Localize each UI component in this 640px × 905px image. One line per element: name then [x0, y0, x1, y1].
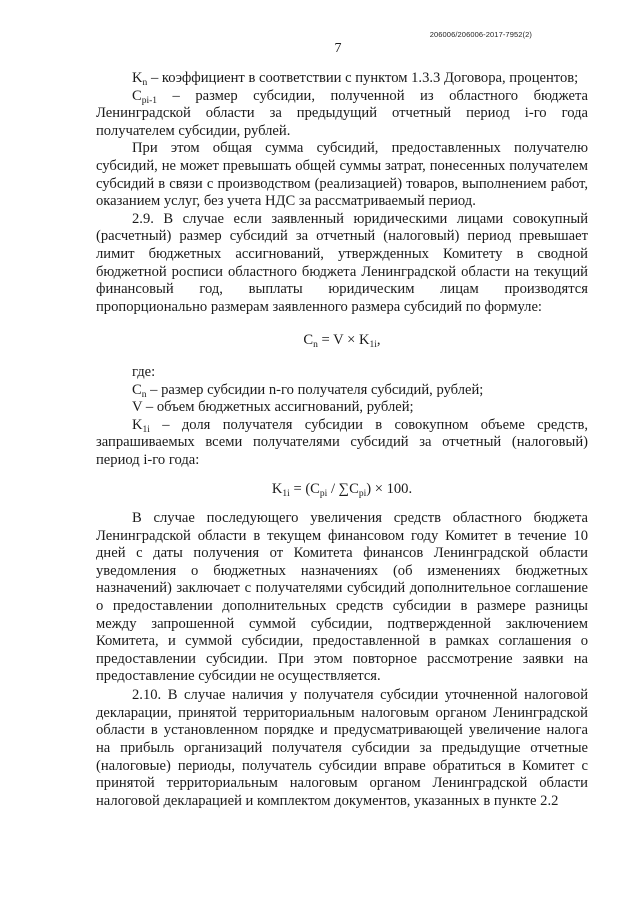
- definition-cn: $C_n$ – размер субсидии n-го получателя субсидий, рублей;: [132, 381, 484, 400]
- paragraph-2-10: 2.10. В случае наличия у получателя субсидии уточненной налоговой декларации, принятой территориальным налоговым органом Ленинградской области в установленном порядке и предусматривающей увеличение налога на прибыль организаций получателя субсидии за предыдущие отчетные (налоговые) периоды, получатель субсидии вправе обратиться в Комитет с принятой территориальным налоговым органом Ленинградской области налоговой декларацией и комплектом документов, указанных в пункте 2.2: [96, 687, 588, 809]
- cpi-symbol: $C_{pi-1}$: [132, 87, 158, 106]
- document-body: [96, 70, 588, 810]
- paragraph-total-subsidies: При этом общая сумма субсидий, предоставленных получателю субсидий, не может превышать общей суммы затрат, понесенных получателем субсидий в связи с производством (реализацией) товаров, выполнением работ, оказанием услуг, без учета НДС за рассматриваемый период.: [96, 140, 588, 210]
- definition-v: V – объем бюджетных ассигнований, рублей;: [132, 399, 414, 416]
- paragraph-budget-increase: В случае последующего увеличения средств областного бюджета Ленинградской области в текущем финансовом году Комитет в течение 10 дней с даты получения от Комитета финансов Ленинградской области уведомления о бюджетных назначениях (об изменениях бюджетных назначений) заключает с получателями субсидий дополнительное соглашение о предоставлении дополнительных средств субсидии в размере разницы между запрошенной суммой субсидии, подтвержденной заключением Комитета, и суммой субсидии, предоставленной в рамках соглашения о предоставлении субсидии. При этом повторное рассмотрение заявки на предоставление субсидии не осуществляется.: [96, 510, 588, 685]
- cpi-definition: – размер субсидии, полученной из областного бюджета Ленинградской области за предыдущий отчетный период i-го года получателем субсидии, рублей.: [96, 87, 588, 139]
- definition-cpi: [96, 88, 588, 141]
- formula-k1i: $K_{1i} = (C_{pi} / \sum C_{pi}) \times 100$.: [271, 481, 413, 500]
- where-label: где:: [132, 363, 156, 380]
- kn-symbol: $K_n$: [132, 70, 148, 88]
- paragraph-2-9: 2.9. В случае если заявленный юридическими лицами совокупный (расчетный) размер субсидий за отчетный (налоговый) период превышает лимит бюджетных ассигнований, утвержденных Комитету в сводной бюджетной росписи областного бюджета Ленинградской области на текущий финансовый год, выплаты юридическим лицам производятся пропорционально размерам заявленного размера субсидий по формуле:: [96, 210, 588, 315]
- page-number: 7: [334, 41, 342, 56]
- definition-k1i: $K_{1i}$ – доля получателя субсидии в совокупном объеме средств, запрашиваемых всеми получателями субсидий за отчетный (налоговый) период i-го года:: [96, 416, 588, 468]
- formula-cn: $C_n = V \times K_{1i}$,: [303, 332, 381, 351]
- kn-definition: – коэффициент в соответствии с пунктом 1.3.3 Договора, процентов;: [147, 70, 579, 86]
- definition-kn: [96, 70, 588, 88]
- document-id: 206006/206006-2017-7952(2): [429, 30, 532, 39]
